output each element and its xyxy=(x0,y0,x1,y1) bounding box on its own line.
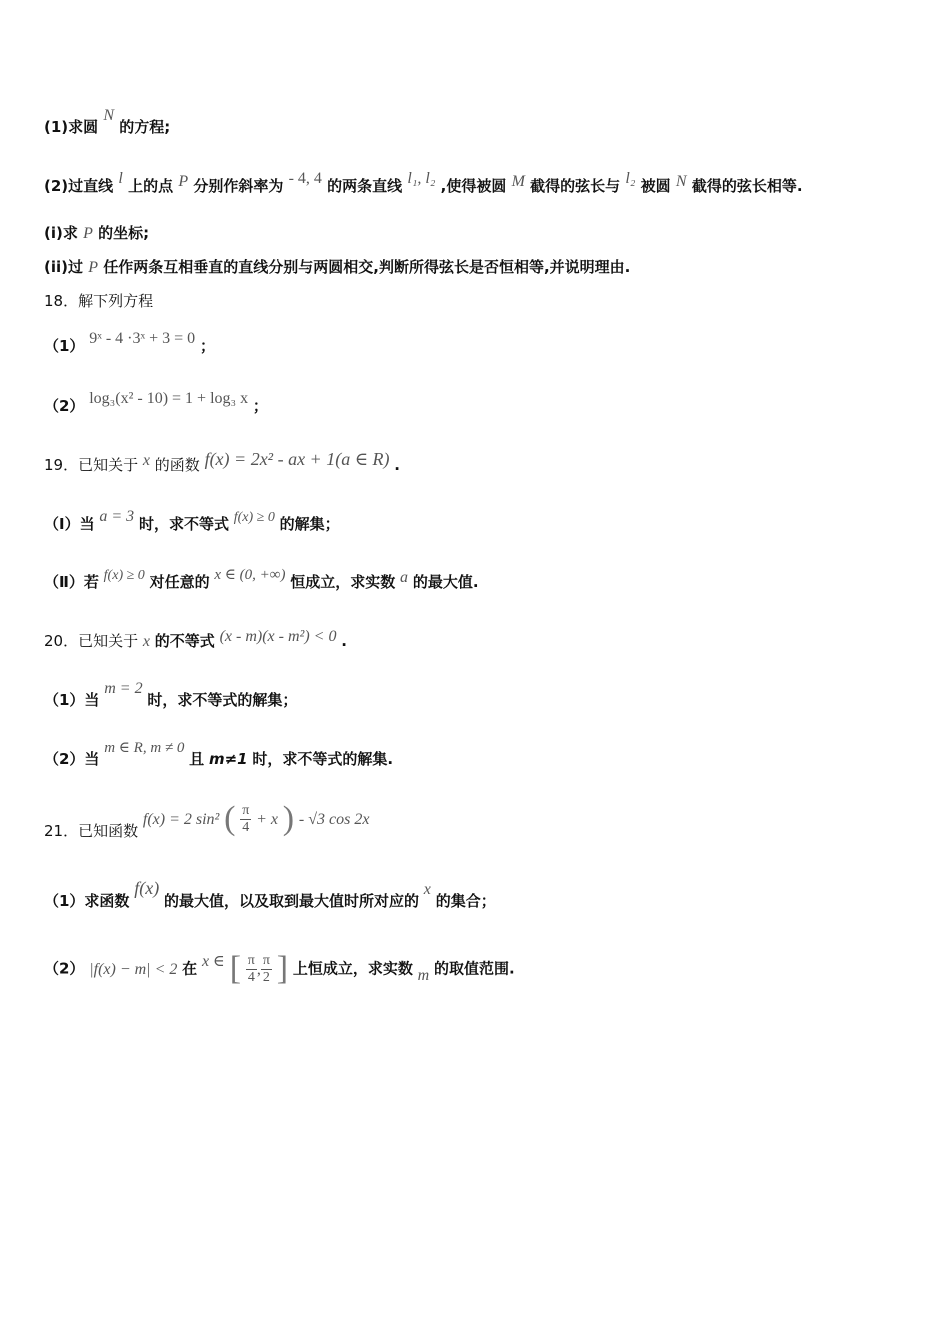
q18-part1 xyxy=(44,330,215,356)
label: （1） xyxy=(44,337,85,355)
fraction-lower xyxy=(246,953,257,986)
denominator: 4 xyxy=(242,819,250,835)
q17-part-i xyxy=(44,222,149,243)
text: 截得的弦长相等. xyxy=(691,177,803,195)
text: 的不等式 xyxy=(154,632,215,650)
text: 且 xyxy=(189,750,205,768)
math-var: N xyxy=(103,107,115,124)
denominator: 2 xyxy=(262,969,270,985)
math-expr: m = 2 xyxy=(104,680,143,697)
text: 的最大值. xyxy=(412,573,479,591)
math-expr: x ∈ xyxy=(201,952,225,970)
text: 的坐标; xyxy=(98,224,150,242)
math-expr: f(x) = 2 sin² xyxy=(142,810,220,828)
text: 分别作斜率为 xyxy=(193,177,284,195)
text: (i)求 xyxy=(44,224,78,242)
text: ,使得被圆 xyxy=(440,177,507,195)
q18-title xyxy=(44,290,153,311)
q20-intro xyxy=(44,630,347,651)
bracket-open: [ xyxy=(229,950,242,987)
math-var: N xyxy=(675,173,687,190)
paren-open: ( xyxy=(224,800,236,837)
math-expr: a = 3 xyxy=(99,508,135,525)
fraction-upper xyxy=(261,953,272,986)
label: （2） xyxy=(44,397,85,415)
question-title: 18．解下列方程 xyxy=(44,292,154,310)
q17-part2 xyxy=(44,170,803,196)
math-var: m xyxy=(417,966,430,984)
bracket-close: ] xyxy=(276,950,289,987)
paren-close: ) xyxy=(282,800,295,837)
math-expr: x ∈ (0, +∞) xyxy=(214,567,286,583)
math-expr: f(x) ≥ 0 xyxy=(233,510,275,525)
math-expr: + x xyxy=(256,810,278,828)
text: 上恒成立，求实数 xyxy=(292,959,413,978)
text: ； xyxy=(199,337,215,355)
math-var: P xyxy=(83,225,93,242)
label: （2）当 xyxy=(44,750,100,768)
math-inline: m≠1 xyxy=(208,750,248,768)
math-expr: m ∈ R, m ≠ 0 xyxy=(104,740,185,756)
text: 的解集； xyxy=(279,515,340,533)
text: 的集合； xyxy=(435,892,496,910)
math-expr: 9ˣ - 4 ·3ˣ + 3 = 0 xyxy=(89,330,196,347)
denominator: 4 xyxy=(247,969,255,985)
q21-part1 xyxy=(44,878,496,911)
text: 时，求不等式的解集. xyxy=(252,750,394,768)
text: 在 xyxy=(182,959,198,978)
q19-part2 xyxy=(44,567,479,592)
text: 上的点 xyxy=(128,177,174,195)
label: （Ⅱ）若 xyxy=(44,573,99,591)
q21-intro xyxy=(44,800,369,838)
text: 时，求不等式 xyxy=(138,515,229,533)
text: 对任意的 xyxy=(149,573,210,591)
math-var: P xyxy=(178,173,189,190)
math-expr: f(x) ≥ 0 xyxy=(103,568,145,583)
text: 的函数 xyxy=(154,456,200,474)
q20-part2 xyxy=(44,740,394,769)
text: (1)求圆 xyxy=(44,118,99,136)
text: 截得的弦长与 xyxy=(530,177,621,195)
q17-part1 xyxy=(44,107,171,137)
text: . xyxy=(394,456,400,474)
math-var: a xyxy=(400,569,409,586)
question-intro: 21．已知函数 xyxy=(44,821,139,840)
math-var: l xyxy=(118,170,123,187)
text: 的两条直线 xyxy=(327,177,403,195)
label: （2） xyxy=(44,959,85,978)
math-var: x xyxy=(423,881,431,898)
text: (ii)过 xyxy=(44,258,83,276)
text: 任作两条互相垂直的直线分别与两圆相交,判断所得弦长是否恒相等,并说明理由. xyxy=(103,258,631,276)
math-var: l₂ xyxy=(625,170,636,187)
q21-part2 xyxy=(44,950,515,988)
label: （Ⅰ）当 xyxy=(44,515,95,533)
q19-intro xyxy=(44,449,400,475)
text: ； xyxy=(252,397,268,415)
q17-part-ii xyxy=(44,256,630,277)
text: (2)过直线 xyxy=(44,177,114,195)
numerator: π xyxy=(247,952,255,968)
math-var: x xyxy=(142,633,150,650)
q19-part1 xyxy=(44,508,340,534)
question-intro: 19．已知关于 xyxy=(44,456,139,474)
math-expr: l₁, l₂ xyxy=(407,170,436,187)
q20-part1 xyxy=(44,680,298,710)
text: 时，求不等式的解集； xyxy=(147,691,298,709)
text: 的最大值，以及取到最大值时所对应的 xyxy=(164,892,420,910)
math-expr: (x - m)(x - m²) < 0 xyxy=(219,628,337,645)
question-intro: 20．已知关于 xyxy=(44,632,139,650)
math-var: x xyxy=(142,452,150,469)
label: （1）求函数 xyxy=(44,892,130,910)
comma: , xyxy=(256,960,261,978)
text: 恒成立，求实数 xyxy=(290,573,396,591)
math-expr: log₃(x² - 10) = 1 + log₃ x xyxy=(89,390,249,407)
text: 的方程; xyxy=(119,118,171,136)
text: 的取值范围. xyxy=(433,959,515,978)
label: （1）当 xyxy=(44,691,100,709)
math-var: P xyxy=(88,259,99,276)
math-expr: - 4, 4 xyxy=(288,170,322,187)
text: . xyxy=(341,632,347,650)
numerator: π xyxy=(242,802,250,818)
math-expr: f(x) = 2x² - ax + 1(a ∈ R) xyxy=(204,449,390,469)
math-var: M xyxy=(511,173,525,190)
fraction xyxy=(240,803,251,836)
math-expr: f(x) xyxy=(134,878,160,898)
math-expr: - √3 cos 2x xyxy=(298,810,370,828)
numerator: π xyxy=(262,952,270,968)
text: 被圆 xyxy=(640,177,671,195)
q18-part2 xyxy=(44,390,268,416)
math-expr: |f(x) − m| < 2 xyxy=(89,960,178,978)
